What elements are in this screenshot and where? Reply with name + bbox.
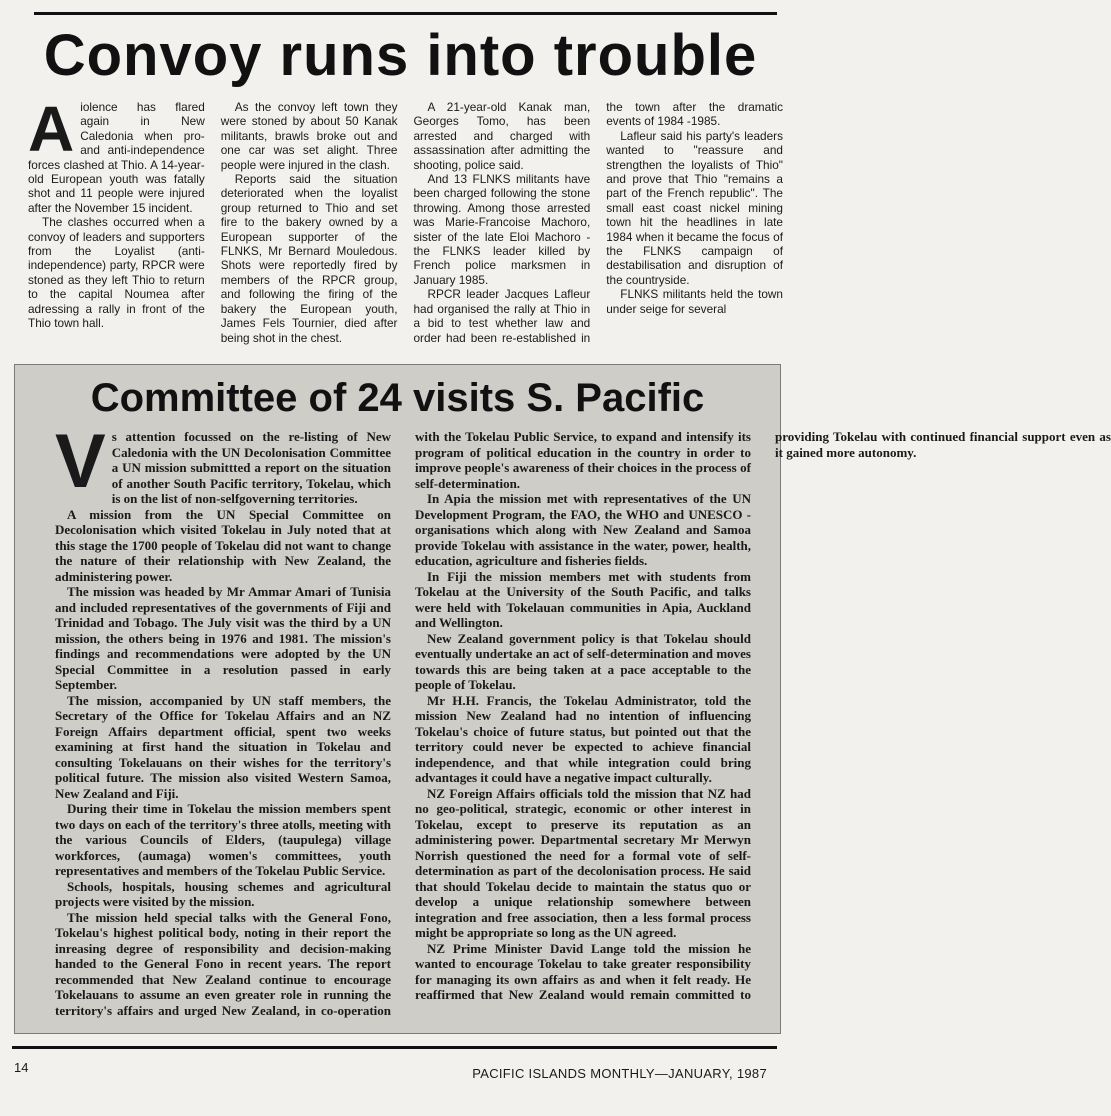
top-rule	[34, 12, 777, 15]
boxed-paragraph: Mr H.H. Francis, the Tokelau Administrator, told the mission New Zealand had no intention of influencing Tokelau's choice of future status, but pointed out that the territory could never be expected to achieve financial independence, and that while integration could bring advantages it could have a negative impact culturally.	[415, 692, 751, 785]
article-headline: Convoy runs into trouble	[43, 23, 758, 88]
article-paragraph: Lafleur said his party's leaders wanted to "reassure and strengthen the loyalists of Thio" and prove that Thio "remains a part of the French republic". The small east coast nickel mining town hit the headlines in late 1984 when it became the focus of the FLNKS campaign of destabilisation and disruption of the countryside.	[606, 128, 783, 287]
publication-footer: PACIFIC ISLANDS MONTHLY—JANUARY, 1987	[472, 1066, 767, 1081]
boxed-article	[14, 364, 1111, 1034]
boxed-paragraph: In Fiji the mission members met with students from Tokelau at the University of the South Pacific, and talks were held with Tokelauan communities in Apia, Auckland and Wellington.	[415, 568, 751, 630]
article-paragraph: The clashes occurred when a convoy of leaders and supporters from the Loyalist (anti-independence) party, RPCR were stoned as they left Thio to return to the capital Noumea after adressing a rally in front of the Thio town hall.	[28, 215, 205, 331]
boxed-paragraph: Schools, hospitals, housing schemes and agricultural projects were visited by the mission.	[55, 878, 391, 909]
boxed-paragraph: Vs attention focussed on the re-listing of New Caledonia with the UN Decolonisation Committee a UN mission submittted a report on the situation of another South Pacific territory, Tokelau, which is on the list of non-selfgoverning territories.	[55, 419, 391, 506]
article-paragraph: Aiolence has flared again in New Caledonia when pro-and anti-independence forces clashed at Thio. A 14-year-old European youth was fatally shot and 11 people were injured after the November 15 incident.	[28, 93, 205, 215]
boxed-article-title: Committee of 24 visits S. Pacific	[90, 376, 705, 420]
article-paragraph: RPCR leader Jacques Lafleur had organised the rally at Thio in a bid to test whether law and order had been re-established in the town after the dramatic events of 1984 -1985.	[413, 100, 783, 345]
boxed-paragraph: The mission was headed by Mr Ammar Amari of Tunisia and included representatives of the governments of Fiji and Trinidad and Tobago. The July visit was the third by a UN mission, the others being in 1976 and 1981. The mission's findings and recommendations were adopted by the UN Special Committee in a resolution passed in early September.	[55, 584, 391, 692]
boxed-paragraph: The mission, accompanied by UN staff members, the Secretary of the Office for Tokelau Affairs and an NZ Foreign Affairs department official, spent two weeks examining at first hand the situation in Tokelau and consulting Tokelauans on their wishes for the territory's political future. The mission also visited Western Samoa, New Zealand and Fiji.	[55, 692, 391, 801]
boxed-paragraph: New Zealand government policy is that Tokelau should eventually undertake an act of self-determination and moves towards this are being taken at a pace acceptable to the people of Tokelau.	[415, 630, 751, 692]
bottom-rule	[12, 1046, 777, 1049]
drop-cap: V	[55, 419, 106, 504]
boxed-paragraph: NZ Prime Minister David Lange told the mission he wanted to encourage Tokelau to take greater responsibility for managing its own affairs as and when it felt ready. He reaffirmed that New Zealand would remain committed to providing Tokelau with continued financial support even as it gained more autonomy.	[415, 429, 1111, 1002]
drop-cap: A	[28, 93, 75, 165]
boxed-article-body	[55, 419, 1111, 1029]
article-paragraph: And 13 FLNKS militants have been charged following the stone throwing. Among those arrested was Marie-Francoise Machoro, sister of the late Eloi Machoro - the FLNKS leader killed by French police marksmen in January 1985.	[413, 172, 591, 287]
boxed-paragraph: During their time in Tokelau the mission members spent two days on each of the territory's three atolls, meeting with the various Councils of Elders, (taupulega) village workforces, (aumaga) women's committees, youth representatives and members of the Tokelau Public Service.	[55, 801, 391, 878]
article-paragraph: FLNKS militants held the town under seige for several	[606, 287, 783, 316]
page-number: 14	[14, 1060, 29, 1075]
boxed-paragraph: NZ Foreign Affairs officials told the mission that NZ had no geo-political, strategic, economic or other interest in Tokelau, except to preserve its reputation as an administering power. Departmental secretary Mr Merwyn Norrish questioned the need for a formal vote of self-determination as part of the decolonisation process. He said that should Tokelau decide to maintain the status quo or develop a unique relationship somewhere between integration and free association, then a less formal process might be appropriate so long as the UN agreed.	[415, 785, 751, 940]
article-paragraph: Reports said the situation deteriorated when the loyalist group returned to Thio and set fire to the bakery owned by a European supporter of the FLNKS, Mr Bernard Mouledous. Shots were reportedly fired by members of the RPCR group, and following the firing of the bakery the European youth, James Fels Tournier, died after being shot in the chest.	[220, 172, 398, 345]
article-paragraph: A 21-year-old Kanak man, Georges Tomo, has been arrested and charged with assassination after admitting the shooting, police said.	[413, 100, 591, 172]
boxed-paragraph: In Apia the mission met with representatives of the UN Development Program, the FAO, the WHO and UNESCO - organisations which along with New Zealand and Samoa provide Tokelau with assistance in the water, power, health, education, agriculture and fisheries fields.	[415, 491, 751, 568]
boxed-paragraph: The mission held special talks with the General Fono, Tokelau's highest political body, noting in their report the inreasing degree of responsibility and decision-making handed to the General Fono in recent years. The report recommended that New Zealand continue to encourage Tokelauans to assume an even greater role in running the territory's affairs and urged New Zealand, in co-operation with the Tokelau Public Service, to expand and intensify its program of political education in the country in order to improve people's awareness of their choices in the process of self-determination.	[55, 429, 751, 1018]
article-body	[28, 93, 783, 358]
boxed-paragraph: A mission from the UN Special Committee on Decolonisation which visited Tokelau in July noted that at this stage the 1700 people of Tokelau did not want to change the nature of their relationship with New Zealand, the administering power.	[55, 506, 391, 584]
article-paragraph: As the convoy left town they were stoned by about 50 Kanak militants, brawls broke out and one car was set alight. Three people were injured in the clash.	[220, 100, 398, 172]
